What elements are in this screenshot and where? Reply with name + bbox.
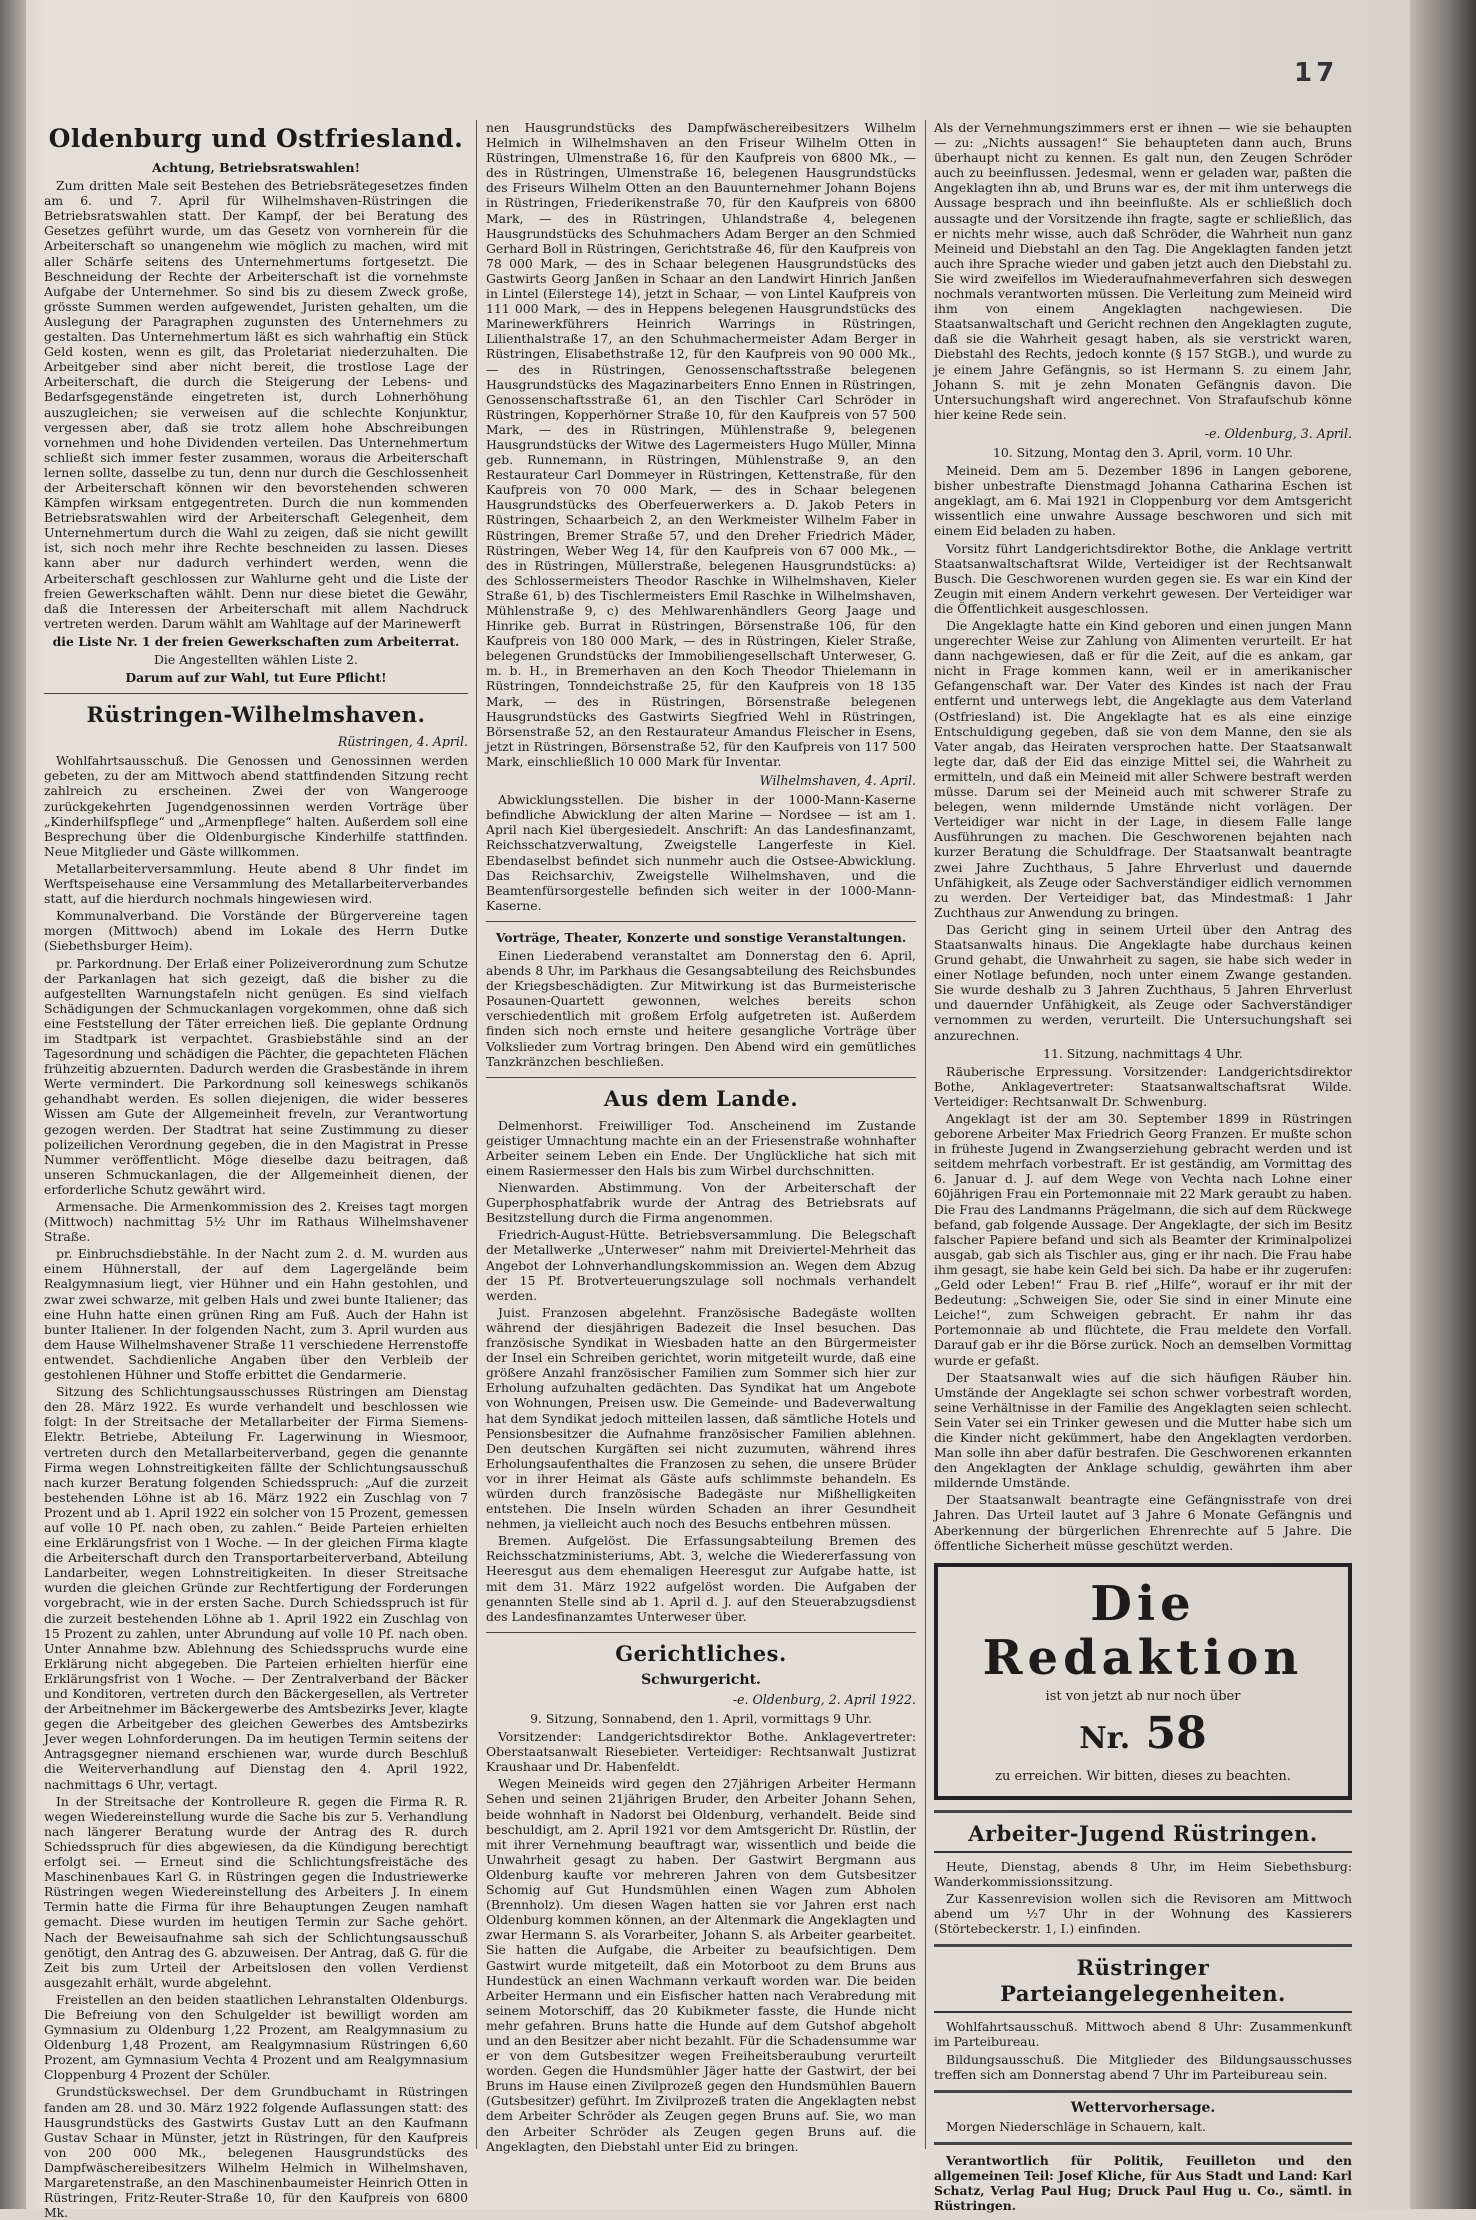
article-paragraph: Juist. Franzosen abgelehnt. Französische Badegäste wollten während der diesjährigen Badezeit die Insel besuchen. Das französische Syndikat in Wiesbaden hatte an den Bürgermeister der Insel ein Schreiben gerichtet, worin mitgeteilt wurde, daß eine größere Anzahl französischer Familien zum Sommer sich hier zur Erholung aufzuhalten gedächten. Das Syndikat hat um Angebote von Wohnungen, Preisen usw. Die Gemeinde- und Badeverwaltung hat dem Syndikat jedoch mitteilen lassen, daß sämtliche Hotels und Pensionsbesitzer die Aufnahme französischer Familien ablehnen. Den deutschen Kurgäften sei nicht zuzumuten, während ihres Erholungsaufenthaltes die Franzosen zu sehen, die unsere Brüder vor in ihrer Heimat als Gäste aufs schlimmste behandeln. Es würden durch französische Badegäste nur Mißhelligkeiten entstehen. Die Inseln würden Schaden an ihrer Gesundheit nehmen, ja vielleicht auch noch des Besuchs entbehren müssen. bbox=[486, 1304, 916, 1532]
section-headline-gericht: Gerichtliches. bbox=[615, 1640, 787, 1666]
article-paragraph: Delmenhorst. Freiwilliger Tod. Anscheinend im Zustande geistiger Umnachtung machte ein an der Friesenstraße wohnhafter Arbeiter seinem Leben ein Ende. Der Unglückliche hat sich mit einem Rasiermesser den Hals bis zum Wirbel durchschnitten. bbox=[486, 1117, 916, 1178]
session-line: 11. Sitzung, nachmittags 4 Uhr. bbox=[1043, 1045, 1243, 1061]
dateline: -e. Oldenburg, 2. April 1922. bbox=[732, 1691, 916, 1707]
article-subheadline: Achtung, Betriebsratswahlen! bbox=[151, 160, 361, 175]
article-paragraph: Sitzung des Schlichtungsausschusses Rüstringen am Dienstag den 28. März 1922. Es wurde verhandelt und beschlossen wie folgt: In der Streitsache der Metallarbeiter der Firma Siemens-Elektr. Betriebe, Abteilung Fr. Lagerwinung in Wiesmoor, vertreten durch den Metallarbeiterverband, gegen die genannte Firma wegen Lohnstreitigkeiten fällte der Schlichtungsausschuß nach kurzer Beratung folgenden Schiedsspruch: „Auf die zurzeit bestehenden Löhne ist ab 16. März 1922 ein Zuschlag von 7 Prozent und ab 1. April 1922 ein solcher von 15 Prozent, gemessen auf volle 10 Pf. nach oben, zu zahlen.“ Beide Parteien erhielten eine Erklärungsfrist von 1 Woche. — In der gleichen Firma klagte die Arbeiterschaft durch den Transportarbeiterverband, Abteilung Landarbeiter, wegen Lohnstreitigkeiten. In dieser Streitsache wurden die gleichen Gründe zur Rechtfertigung der Forderungen vorgebracht, wie in der ersten Sache. Durch Schiedsspruch ist für die zurzeit bestehenden Löhne ab 1. April 1922 ein Zuschlag von 15 Prozent zu zahlen, unter Abrundung auf volle 10 Pf. nach oben. Unter Annahme bzw. Ablehnung des Schiedsspruchs wurde eine Erklärung nicht abgegeben. Die Parteien erhielten hierfür eine Erklärungsfrist von 1 Woche. — Der Zentralverband der Bäcker und Konditoren, vertreten durch den Bäckergesellen, als Vertreter der Arbeitnehmer im Bäckergewerbe des Amtsbezirks Jever, klagte gegen die Arbeitgeber des gleichen Gewerbes des Amtsbezirks Jever wegen Lohnforderungen. Da im heutigen Termin seitens der Antragsgegner niemand erschienen war, wurde durch Beschluß die Weiterverhandlung auf Dienstag den 4. April 1922, nachmittags 6 Uhr, vertagt. bbox=[44, 1384, 468, 1792]
article-paragraph: Wegen Meineids wird gegen den 27jährigen Arbeiter Hermann Sehen und seinen 21jährigen Bruder, den Arbeiter Johann Sehen, beide wohnhaft in Nadorst bei Oldenburg, verhandelt. Beide sind beschuldigt, am 2. April 1921 vor dem Amtsgericht Dr. Rüstlin, der mit ihrer Vernehmung beauftragt war, wissentlich und beide die Unwahrheit gesagt zu haben. Der Gastwirt Bergmann aus Oldenburg kaufte vor mehreren Jahren von dem Gutsbesitzer Schomig auf Gut Hundsmühlen einen Wagen zum Abholen (Brennholz). Um diesen Wagen hatten sie vor Jahren erst nach Oldenburg kommen können, an der Altenmark die Angeklagten und zwar Hermann S. als Vorarbeiter, Johann S. als Arbeiter gearbeitet. Sie hatten die Aufgabe, die Arbeiter zu beaufsichtigen. Dem Gastwirt wurde mitgeteilt, daß ein Motorboot zu dem Bruns aus Hundestück an einen Wachmann verkauft worden war. Die beiden Arbeiter Hermann und ein Eisfischer hatten nach Verabredung mit seinem Motorschiff, das 20 Kubikmeter fasste, die Hunde nicht mehr gefahren. Bruns hatte die Hunde auf dem Gutshof abgeholt und an den Besitzer aber nicht bezahlt. Für die Schadensumme war er von dem Gutsbesitzer wegen Freiheitsberaubung verurteilt worden. Gegen die Hundsmühler Jäger hatte der Gastwirt, der bei Bruns im Hause einen Zivilprozeß gegen den Hundsmühlen Bauern (Gutsbesitzer) geführt. Im Zivilprozeß traten die Angeklagten nebst dem Arbeiter Schröder als Zeugen gegen Bruns auf. Sie, wo man den Arbeiter Schröder als Zeugen gegen Bruns auf. die Angeklagten, den Diebstahl unter Eid zu bringen. bbox=[486, 1776, 916, 2154]
divider bbox=[486, 1077, 916, 1078]
article-paragraph: Friedrich-August-Hütte. Betriebsversammlung. Die Belegschaft der Metallwerke „Unterweser“ nahm mit Dreiviertel-Mehrheit das Angebot der Lohnverhandlungskommission an. Wegen dem Abzug der 15 Pf. Brotverteuerungszulage soll nochmals verhandelt werden. bbox=[486, 1227, 916, 1303]
article-paragraph: Räuberische Erpressung. Vorsitzender: Landgerichtsdirektor Bothe, Anklagevertreter: Staatsanwaltschaftsrat Wilde. Verteidiger: Rechtsanwalt Dr. Schwenburg. bbox=[934, 1063, 1352, 1109]
section-headline-ruestringen: Rüstringen-Wilhelmshaven. bbox=[86, 702, 426, 728]
article-paragraph: Zum dritten Male seit Bestehen des Betriebsrätegesetzes finden am 6. und 7. April für Wilhelmshaven-Rüstringen die Betriebsratswahlen statt. Der Kampf, der bei Beratung des Gesetzes geführt wurde, um das Gesetz von vornherein für die Arbeiterschaft so unangenehm wie möglich zu machen, wird mit aller Schärfe seitens des Unternehmertums fortgesetzt. Die Beschneidung der Rechte der Arbeiterschaft ist die vornehmste Aufgabe der Unternehmer. So sind bis zu diesem Zweck große, grösste Summen werden aufgewendet, Juristen gehalten, um die Auslegung der Paragraphen zugunsten des Unternehmers zu gestalten. Das Unternehmertum läßt es sich wahrhaftig ein Stück Geld kosten, wenn es gilt, das Proletariat niederzuhalten. Die Arbeitgeber sind aber nicht bereit, die trostlose Lage der Arbeiterschaft, die durch die Steigerung der Lebens- und Bedarfsgegenstände eingetreten ist, durch Lohnerhöhung auszugleichen; sie verweisen auf die schlechte Konjunktur, vergessen aber, daß sie trotz allem hohe Abschreibungen vornehmen und hohe Dividenden verteilen. Das Unternehmertum schließt sich immer fester zusammen, woraus die Arbeiterschaft lernen sollte, dasselbe zu tun, denn nur durch die Geschlossenheit der Arbeiterschaft können wir den bevorstehenden schweren Kämpfen wirksam entgegentreten. Durch die nun kommenden Betriebsratswahlen wird der Arbeiterschaft Gelegenheit, dem Unternehmertum durch die Wahl zu zeigen, daß sie nicht gewillt ist, sich noch mehr ihre Rechte beschneiden zu lassen. Dieses kann aber nur dadurch verhindert werden, wenn die Arbeiterschaft geschlossen zur Wahlurne geht und die Liste der freien Gewerkschaften wählt. Denn nur diese bietet die Gewähr, daß die Interessen der Arbeiterschaft mit allem Nachdruck vertreten werden. Darum wählt am Wahltage auf der Marinewerft bbox=[44, 178, 468, 631]
article-paragraph: Bildungsausschuß. Die Mitglieder des Bildungsausschusses treffen sich am Donnerstag abend 7 Uhr im Parteibureau sein. bbox=[934, 2051, 1352, 2082]
article-paragraph: Angeklagt ist der am 30. September 1899 in Rüstringen geborene Arbeiter Max Friedrich Georg Franzen. Er mußte schon in früheste Jugend in Zwangserziehung gebracht werden und ist seitdem mehrfach vorbestraft. Er ist geständig, am Vormittag des 6. Januar d. J. auf dem Wege von Vechta nach Lohne einer 60jährigen Frau ein Portemonnaie mit 22 Mark geraubt zu haben. Die Frau des Landmanns Prägelmann, die sich auf dem Rückwege befand, gab folgende Aussage. Der Angeklagte, der sich im Besitz falscher Papiere befand und sich als Beamter der Kriminalpolizei ausgab, gab sich als Tischler aus, ging er ihr nach. Die Frau habe ihm gesagt, sie habe kein Geld bei sich. Da habe er ihr zugerufen: „Geld oder Leben!“ Frau B. rief „Hilfe“, worauf er ihr mit der Bedeutung: „Schweigen Sie, oder Sie sind in einer Minute eine Leiche!“, zum Schweigen gebracht. Er nahm ihr das Portemonnaie ab und flüchtete, die Frau meldete den Vorfall. Darauf gab er ihr die Börse zurück. Noch an demselben Vormittag wurde er gefaßt. bbox=[934, 1111, 1352, 1368]
redaktion-line: zu erreichen. Wir bitten, dieses zu beachten. bbox=[995, 1768, 1291, 1784]
scan-gutter-left bbox=[0, 0, 26, 2209]
divider bbox=[934, 2090, 1352, 2093]
article-paragraph: Abwicklungsstellen. Die bisher in der 1000-Mann-Kaserne befindliche Abwicklung der alten Marine — Nordsee — ist am 1. April nach Kiel übergesiedelt. Anschrift: An das Landesfinanzamt, Reichsschatzverwaltung, Zweigstelle Langerfeste in Kiel. Ebendaselbst befindet sich nunmehr auch die Ostsee-Abwicklung. Das Reichsarchiv, Zweigstelle Wilhelmshaven, und die Beamtenfürsorgestelle befinden sich weiter in der 1000-Mann-Kaserne. bbox=[486, 792, 916, 913]
article-paragraph: Freistellen an den beiden staatlichen Lehranstalten Oldenburgs. Die Befreiung von den Schulgelder ist bewilligt worden am Gymnasium zu Oldenburg 1,22 Prozent, am Realgymnasium zu Oldenburg 1,48 Prozent, am Realgymnasium Rüstringen 6,60 Prozent, am Gymnasium Vechta 4 Prozent und am Realgymnasium Cloppenburg 4 Prozent der Schüler. bbox=[44, 1991, 468, 2083]
article-paragraph: nen Hausgrundstücks des Dampfwäschereibesitzers Wilhelm Helmich in Wilhelmshaven an den Friseur Wilhelm Otten in Rüstringen, Ulmenstraße 16, für den Kaufpreis von 6800 Mk., — des in Rüstringen, Ulmenstraße 16, belegenen Hausgrundstücks des Friseurs Wilhelm Otten an den Bauunternehmer Johann Bojens in Rüstringen, Friederikenstraße 70, für den Kaufpreis von 6800 Mark, — des in Rüstringen, Uhlandstraße 4, belegenen Hausgrundstücks des Schuhmachers Adam Berger an den Schmied Gerhard Boll in Rüstringen, Gerichtstraße 46, für den Kaufpreis von 78 000 Mark, — des in Schaar belegenen Hausgrundstücks des Gastwirts Georg Janßen in Schaar an den Landwirt Hinrich Janßen in Lintel (Eilerstege 14), jetzt in Schaar, — von Lintel Kaufpreis von 111 000 Mark, — des in Heppens belegenen Hausgrundstücks des Marinewerkführers Heinrich Warrings in Rüstringen, Lilienthalstraße 17, an den Schuhmachermeister Adam Berger in Rüstringen, Elisabethstraße 12, für den Kaufpreis von 90 000 Mk., — des in Rüstringen, Genossenschaftsstraße belegenen Hausgrundstücks des Magazinarbeiters Enno Ennen in Rüstringen, Genossenschaftsstraße 61, an den Tischler Carl Schröder in Rüstringen, Kopperhörner Straße 10, für den Kaufpreis von 57 500 Mark, — des in Rüstringen, Mühlenstraße 9, belegenen Hausgrundstücks der Witwe des Lagermeisters Hugo Müller, Minna geb. Runnemann, in Rüstringen, Mühlenstraße 9, an den Restaurateur Carl Dommeyer in Rüstringen, Kettenstraße, für den Kaufpreis von 70 000 Mark, — des in Schaar belegenen Hausgrundstücks des Oberfeuerwerkers a. D. Jakob Peters in Rüstringen, Schaarbeich 2, an den Werkmeister Wilhelm Faber in Rüstringen, Bremer Straße 57, und den Dreher Friedrich Mäder, Rüstringen, Weber Weg 14, für den Kaufpreis von 67 000 Mk., — des in Rüstringen, Müllerstraße, belegenen Hausgrundstücks: a) des Schlossermeisters Theodor Raschke in Wilhelmshaven, Kieler Straße 61, b) des Tischlermeisters Emil Raschke in Wilhelmshaven, Mühlenstraße 9, c) des Mehlwarenhändlers Georg Jaage und Hinrike geb. Burrat in Rüstringen, Börsenstraße 106, für den Kaufpreis von 180 000 Mark, — des in Rüstringen, Kieler Straße, belegenen Grundstücks der Immobiliengesellschaft Unterweser, G. m. b. H., in Bremerhaven an den Koch Theodor Thielemann in Rüstringen, Tonndeichstraße 25, für den Kaufpreis von 18 135 Mark, — des in Rüstringen, Börsenstraße belegenen Hausgrundstücks des Gastwirts Siegfried Wehl in Rüstringen, Börsenstraße 52, an den Restaurateur Amandus Fleischer in Esens, jetzt in Rüstringen, Börsenstraße 52, für den Kaufpreis von 117 500 Mark, einschließlich 10 000 Mark für Inventar. bbox=[486, 120, 916, 769]
article-paragraph: Nienwarden. Abstimmung. Von der Arbeiterschaft der Guperphosphatfabrik wurde der Antrag des Betriebsrats auf Besitzstellung durch die Firma angenommen. bbox=[486, 1180, 916, 1226]
vote-line: Darum auf zur Wahl, tut Eure Pflicht! bbox=[125, 670, 387, 686]
article-paragraph: Einen Liederabend veranstaltet am Donnerstag den 6. April, abends 8 Uhr, im Parkhaus die Gesangsabteilung des Reichsbundes der Kriegsbeschädigten. Zur Mitwirkung ist das Burmeisterische Posaunen-Quartett gewonnen, welches bereits schon verschiedentlich mit großem Erfolg aufgetreten ist. Außerdem finden sich noch ernste und heitere gesangliche Vorträge über Volkslieder zum Vortrag bringen. Den Abend wird ein gemütliches Tanzkränzchen beschließen. bbox=[486, 947, 916, 1069]
divider bbox=[934, 1810, 1352, 1813]
article-paragraph: Wohlfahrtsausschuß. Mittwoch abend 8 Uhr: Zusammenkunft im Parteibureau. bbox=[934, 2019, 1352, 2050]
page-number: 17 bbox=[1294, 58, 1339, 88]
vote-line: Die Angestellten wählen Liste 2. bbox=[154, 652, 358, 667]
article-paragraph: Vorsitz führt Landgerichtsdirektor Bothe, die Anklage vertritt Staatsanwaltschaftsrat Wilde, Verteidiger ist der Rechtsanwalt Busch. Die Geschworenen wurden gegen sie. Es war ein Kind der Zeugin mit einem Andern verkehrt gewesen. Der Verteidiger war die Öffentlichkeit ausgeschlossen. bbox=[934, 540, 1352, 616]
dateline: Wilhelmshaven, 4. April. bbox=[759, 773, 916, 789]
redaktion-notice-box bbox=[934, 1563, 1352, 1800]
article-paragraph: Kommunalverband. Die Vorstände der Bürgervereine tagen morgen (Mittwoch) abend im Lokale des Herrn Dutke (Siebethsburger Heim). bbox=[44, 908, 468, 954]
article-paragraph: pr. Einbruchsdiebstähle. In der Nacht zum 2. d. M. wurden aus einem Hühnerstall, der auf dem Lagergelände beim Realgymnasium liegt, vier Hühner und ein Hahn gestohlen, und zwar zwei schwarze, mit gelben Hals und zwei bunte Italiener; das eine Huhn hatte einen grünen Ring am Fuß. Auch der Hahn ist bunter Italiener. In der folgenden Nacht, zum 3. April wurden aus dem Hause Wilhelmshavener Straße 11 verschiedene Herrenstoffe entwendet. Sachdienliche Angaben über den Verbleib der gestohlenen Hühner und Stoffe erbittet die Gendarmerie. bbox=[44, 1246, 468, 1383]
section-subheadline-wetter: Wettervorhersage. bbox=[1070, 2099, 1216, 2116]
session-line: 9. Sitzung, Sonnabend, den 1. April, vormittags 9 Uhr. bbox=[530, 1711, 872, 1726]
article-paragraph: In der Streitsache der Kontrolleure R. gegen die Firma R. R. wegen Wiedereinstellung wurde die Sache bis zur 5. Verhandlung nach längerer Beratung wurde der Antrag des R. durch Schiedsspruch für dies abgewiesen, da die Kündigung berechtigt erfolgt sei. — Erneut sind die Schlichtungsfreistäche des Maschinenbaues Karl G. in Rüstringen gegen die Industriewerke Rüstringen wegen Wiedereinstellung des Arbeiters J. In einem Termin hatte die Firma für ihre Behauptungen Zeugen namhaft gemacht. Diese wurden im heutigen Termin zur Sache gehört. Nach der Beweisaufnahme sah sich der Schlichtungsausschuß genötigt, den Antrag des G. abzuweisen. Der Antrag, daß G. für die Zeit bis zum Urteil der Arbeitslosen den vollen Verdienst ausgezahlt erhält, wurde abgelehnt. bbox=[44, 1793, 468, 1990]
article-paragraph: pr. Parkordnung. Der Erlaß einer Polizeiverordnung zum Schutze der Parkanlagen hat sich gezeigt, daß die bisher zu die aufgestellten Warnungstafeln nicht genügen. Es sind vielfach Schädigungen der Schmuckanlagen vorgekommen, ohne daß sich eine Feststellung der Täter erreichen ließ. Die geplante Ordnung im Stadtpark ist verpachtet. Grasbiebstähle sind an der Tagesordnung und schädigen die Pächter, die gepachteten Flächen frühzeitig abzuernten. Dadurch werden die Grasbestände in ihrem Werte vermindert. Die Parkordnung soll keineswegs schikanös gehandhabt werden. Es sollen diejenigen, die wider besseres Wissen am Gute der Allgemeinheit freveln, zur Verantwortung gezogen werden. Der Stadtrat hat seine Zustimmung zu dieser polizeilichen Verordnung gegeben, die in den Magistrat in Presse Nummer veröffentlicht. Möge dieselbe dazu beitragen, daß unseren Schmuckanlagen, die der Allgemeinheit dienen, der erforderliche Schutz gewährt wird. bbox=[44, 955, 468, 1197]
article-paragraph: Der Staatsanwalt beantragte eine Gefängnisstrafe von drei Jahren. Das Urteil lautet auf 3 Jahre 6 Monate Gefängnis und Aberkennung der bürgerlichen Ehrenrechte auf 5 Jahre. Die öffentliche Sicherheit müsse geschützt werden. bbox=[934, 1492, 1352, 1553]
column-rule bbox=[925, 120, 926, 2149]
article-paragraph: Bremen. Aufgelöst. Die Erfassungsabteilung Bremen des Reichsschatzministeriums, Abt. 3, welche die Wiedererfassung von Heeresgut aus dem ehemaligen Heeresgut zur Aufgabe hatte, ist mit dem 31. März 1922 aufgelöst worden. Die Aufgaben der genannten Stelle sind ab 1. April d. J. auf den Steuerabzugsdienst des Landesfinanzamtes Unterweser über. bbox=[486, 1533, 916, 1624]
article-paragraph: Der Staatsanwalt wies auf die sich häufigen Räuber hin. Umstände der Angeklagte sei schon schwer vorbestraft worden, seine Verhältnisse in der Familie des Angeklagten seien schlecht. Sein Vater sei ein Trinker gewesen und die Mutter habe sich um die Kinder nicht gekümmert, habe den Angeklagten verdorben. Man solle ihn aber dafür bestrafen. Die Geschworenen erkannten den Angeklagten der Anklage schuldig, gewährten ihm aber mildernde Umstände. bbox=[934, 1369, 1352, 1491]
session-line: 10. Sitzung, Montag den 3. April, vorm. 10 Uhr. bbox=[993, 444, 1293, 460]
redaktion-phone-number bbox=[942, 1708, 1344, 1765]
divider bbox=[934, 1944, 1352, 1947]
article-paragraph: Die Angeklagte hatte ein Kind geboren und einen jungen Mann ungerechter Weise zur Zahlung von Alimenten verurteilt. Er hat dann nachgewiesen, daß er für die Zeit, auf die es ankam, gar nicht in Frage kommen kann, weil er in amerikanischer Gefangenschaft war. Der Vater des Kindes ist nach der Frau entfernt und unterwegs lebt, die Angeklagte aus dem Vaterland (Ostfriesland) ist. Die Angeklagte hat es als eine einzige Entschuldigung gegeben, daß sie von dem Manne, den sie als Vater angab, das Heiraten versprochen hatte. Der Staatsanwalt legte dar, daß der Eid das einzige Mittel sei, die Wahrheit zu ermitteln, und daß ein Meineid mit aller Schwere bestraft werden müsse. Darum sei der Meineid auch mit schwerer Strafe zu belegen, wenn mildernde Umstände nicht vorlägen. Der Verteidiger war nicht in der Lage, in diesem Falle lange Ausführungen zu machen. Die Geschworenen bejahten nach kurzer Beratung die Schuldfrage. Der Staatsanwalt beantragte zwei Jahre Zuchthaus, 5 Jahre Ehrverlust und dauernde Unfähigkeit, als Zeuge oder Sachverständiger eidlich vernommen zu werden. Der Verteidiger bat, das Mindestmaß: 1 Jahr Zuchthaus zur Anwendung zu bringen. bbox=[934, 618, 1352, 920]
section-headline-lande: Aus dem Lande. bbox=[603, 1085, 799, 1111]
divider bbox=[486, 1632, 916, 1633]
article-paragraph: Meineid. Dem am 5. Dezember 1896 in Langen geborene, bisher unbestrafte Dienstmagd Johanna Catharina Eschen ist angeklagt, am 6. Mai 1921 in Cloppenburg vor dem Amtsgericht wissentlich eine unwahre Aussage beschworen und sich mit einem Eid beladen zu haben. bbox=[934, 463, 1352, 539]
section-headline-oldenburg: Oldenburg und Ostfriesland. bbox=[48, 124, 464, 153]
redaktion-title: Die Redaktion bbox=[982, 1575, 1304, 1686]
column-rule bbox=[476, 120, 477, 2149]
redaktion-nr-label: Nr. bbox=[1079, 1720, 1131, 1756]
section-subheadline-vortraege: Vorträge, Theater, Konzerte und sonstige Veranstaltungen. bbox=[495, 929, 907, 945]
article-paragraph: Armensache. Die Armenkommission des 2. Kreises tagt morgen (Mittwoch) nachmittag 5½ Uhr im Rathaus Wilhelmshavener Straße. bbox=[44, 1199, 468, 1245]
imprint: Verantwortlich für Politik, Feuilleton und den allgemeinen Teil: Josef Kliche, für Aus Stadt und Land: Karl Schatz, Verlag Paul Hug; Druck Paul Hug u. Co., sämtl. in Rüstringen. bbox=[934, 2152, 1352, 2213]
article-paragraph: Heute, Dienstag, abends 8 Uhr, im Heim Siebethsburg: Wanderkommissionssitzung. bbox=[934, 1858, 1352, 1889]
scan-gutter-right bbox=[1410, 0, 1476, 2209]
column-3 bbox=[934, 120, 1352, 2213]
article-paragraph: Als der Vernehmungszimmers erst er ihnen — wie sie behaupten — zu: „Nichts aussagen!“ Sie behaupteten dann auch, Bruns überhaupt nicht zu kennen. Es galt nun, den Zeugen Schröder auch zu beeinflussen. Jedesmal, wenn er geladen war, paßten die Angeklagten ihn ab, und Bruns war es, der mit ihm unterwegs die Aussage besprach und ihn beeinflußte. Als er schließlich doch aussagte und der Vorsitzende ihn fragte, sagte er schließlich, das er nichts mehr wisse, auch daß Schröder, die Wahrheit nun ganz Meineid und Diebstahl an den Tag. Die Angeklagten fanden jetzt auch ihre Sprache wieder und gaben jetzt auch den Diebstahl zu. Sie wird zweifellos im Wiederaufnahmeverfahren sich deswegen nochmals verantworten müssen. Die Verleitung zum Meineid wird ihm von einem Angeklagten nachgewiesen. Die Staatsanwaltschaft und Gericht rechnen den Angeklagten zugute, daß sie die Wahrheit gesagt haben, als sie verstrickt waren, Diebstahl des Rechts, jedoch konnte (§ 157 StGB.), und wurde zu je einem Jahre Gefängnis, so ist Hermann S. zu einem Jahr, Johann S. mit je zehn Monaten Gefängnis davon. Die Untersuchungshaft wird angerechnet. Von Strafaufschub könne hier keine Rede sein. bbox=[934, 120, 1352, 422]
section-headline-partei: Rüstringer Parteiangelegenheiten. bbox=[934, 1955, 1352, 2013]
dateline: Rüstringen, 4. April. bbox=[337, 734, 468, 750]
article-paragraph: Vorsitzender: Landgerichtsdirektor Bothe. Anklagevertreter: Oberstaatsanwalt Riesebieter. Verteidiger: Rechtsanwalt Justizrat Kraushaar und Dr. Habenfeldt. bbox=[486, 1729, 916, 1775]
article-paragraph: Grundstückswechsel. Der dem Grundbuchamt in Rüstringen fanden am 28. und 30. März 1922 folgende Auflassungen statt: des Hausgrundstücks des Gastwirts Gustav Lutt an den Kaufmann Gustav Schaar in Münster, jetzt in Rüstringen, für den Kaufpreis von 200 000 Mk., belegenen Hausgrundstücks des Dampfwäschereibesitzers Wilhelm Helmich in Wilhelmshaven, Margaretenstraße, an den Maschinenbaumeister Heinrich Otten in Rüstringen, Fritz-Reuter-Straße 10, für den Kaufpreis von 6800 Mk. bbox=[44, 2084, 468, 2220]
article-paragraph: Zur Kassenrevision wollen sich die Revisoren am Mittwoch abend um ½7 Uhr in der Wohnung des Kassierers (Störtebeckerstr. 1, I.) einfinden. bbox=[934, 1891, 1352, 1937]
divider bbox=[44, 693, 468, 694]
section-subheadline-schwurgericht: Schwurgericht. bbox=[641, 1671, 761, 1688]
divider bbox=[486, 921, 916, 922]
article-paragraph: Wohlfahrtsausschuß. Die Genossen und Genossinnen werden gebeten, zu der am Mittwoch abend stattfindenden Sitzung recht zahlreich zu erscheinen. Zwei der von Wangerooge zurückgekehrten Jugendgenossinnen werden Vorträge über „Kinderhilfspflege“ und „Armenpflege“ halten. Außerdem soll eine Besprechung über die Oldenburgische Kinderhilfe stattfinden. Neue Mitglieder und Gäste willkommen. bbox=[44, 753, 468, 859]
divider bbox=[934, 2142, 1352, 2145]
dateline: -e. Oldenburg, 3. April. bbox=[1204, 425, 1352, 441]
article-paragraph: Metallarbeiterversammlung. Heute abend 8 Uhr findet im Werftspeisehause eine Versammlung des Metallarbeiterverbandes statt, auf die hierdurch nochmals hingewiesen wird. bbox=[44, 860, 468, 907]
vote-line: die Liste Nr. 1 der freien Gewerkschaften zum Arbeiterrat. bbox=[52, 633, 460, 649]
article-paragraph: Morgen Niederschläge in Schauern, kalt. bbox=[946, 2118, 1206, 2134]
redaktion-line: ist von jetzt ab nur noch über bbox=[1045, 1688, 1241, 1704]
column-2 bbox=[486, 120, 916, 2154]
redaktion-nr-value: 58 bbox=[1145, 1707, 1207, 1759]
column-1 bbox=[44, 120, 468, 2220]
article-paragraph: Das Gericht ging in seinem Urteil über den Antrag des Staatsanwalts hinaus. Die Angeklagte habe durchaus keinen Grund gehabt, die Unwahrheit zu sagen, sie habe sich weder in einer Notlage befunden, noch unter einem Zwange gestanden. Sie wurde deshalb zu 3 Jahren Zuchthaus, 5 Jahren Ehrverlust und dauernder Unfähigkeit, als Zeuge oder Sachverständiger vernommen zu werden, verurteilt. Die Untersuchungshaft sei anzurechnen. bbox=[934, 921, 1352, 1043]
section-headline-arbeiterjugend: Arbeiter-Jugend Rüstringen. bbox=[934, 1821, 1352, 1853]
